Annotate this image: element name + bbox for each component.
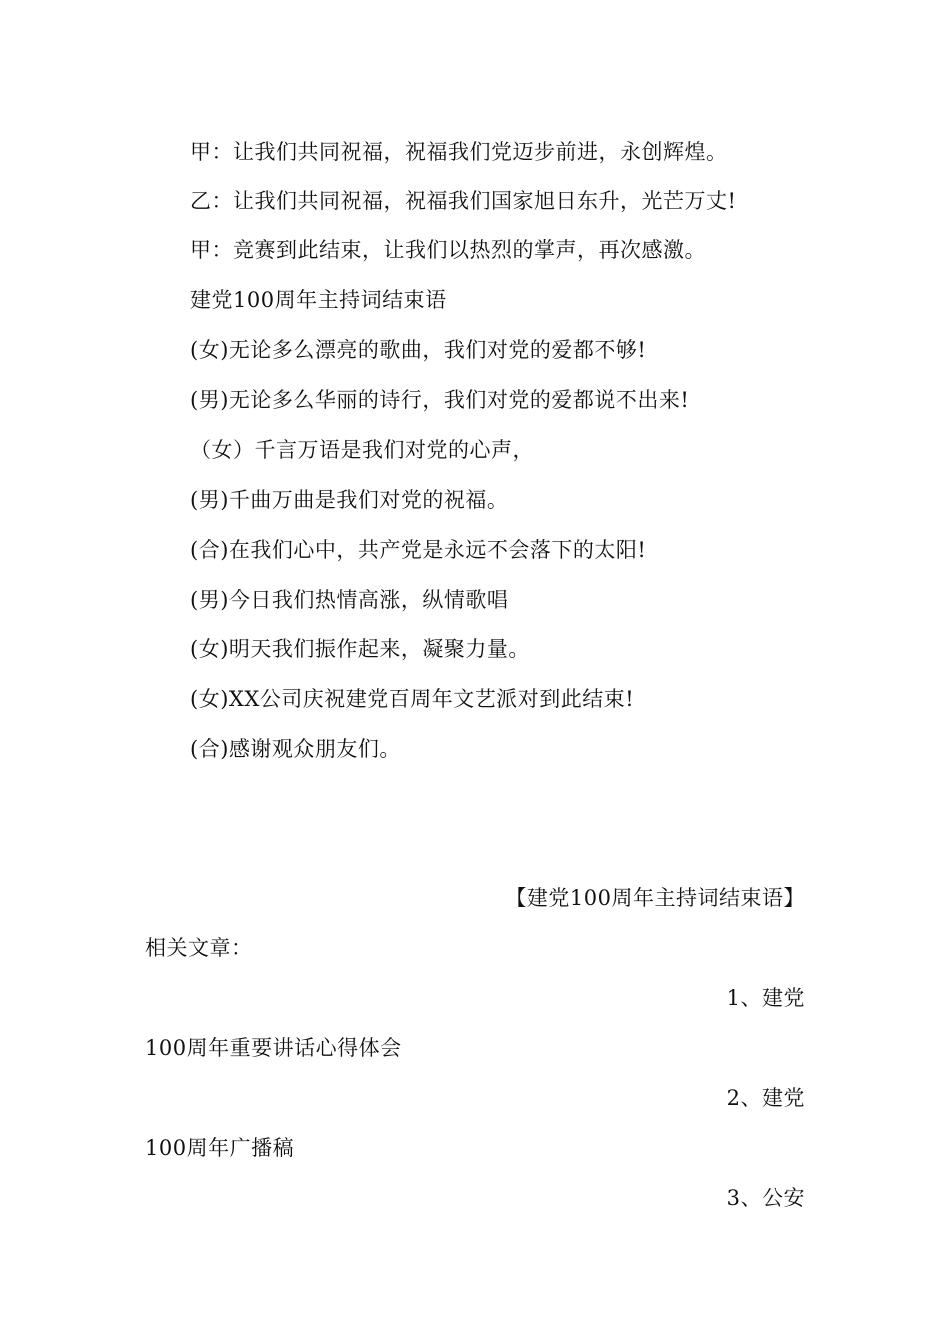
body-line: (女)明天我们振作起来，凝聚力量。	[190, 637, 530, 661]
body-line: (女)无论多么漂亮的歌曲，我们对党的爱都不够!	[190, 338, 647, 362]
article-title: 【建党100周年主持词结束语】	[505, 886, 805, 910]
related-link-text[interactable]: 100周年广播稿	[145, 1136, 295, 1160]
body-line: (女)XX公司庆祝建党百周年文艺派对到此结束!	[190, 687, 635, 711]
body-line: 甲：竞赛到此结束，让我们以热烈的掌声，再次感激。	[190, 238, 706, 262]
body-line: (男)今日我们热情高涨，纵情歌唱	[190, 588, 509, 612]
body-line: (男)无论多么华丽的诗行，我们对党的爱都说不出来!	[190, 388, 690, 412]
related-link-prefix[interactable]: 1、建党	[726, 986, 805, 1010]
body-line: 乙：让我们共同祝福，祝福我们国家旭日东升，光芒万丈!	[190, 189, 737, 213]
body-line: (合)感谢观众朋友们。	[190, 737, 401, 761]
related-link-prefix[interactable]: 2、建党	[726, 1086, 805, 1110]
related-articles-label: 相关文章：	[145, 936, 253, 960]
section-heading: 建党100周年主持词结束语	[190, 288, 447, 312]
body-line: （女）千言万语是我们对党的心声，	[190, 438, 534, 462]
body-line: (合)在我们心中，共产党是永远不会落下的太阳!	[190, 538, 647, 562]
body-line: 甲：让我们共同祝福，祝福我们党迈步前进，永创辉煌。	[190, 140, 728, 164]
body-line: (男)千曲万曲是我们对党的祝福。	[190, 488, 509, 512]
related-link-text[interactable]: 100周年重要讲话心得体会	[145, 1036, 402, 1060]
related-link-prefix[interactable]: 3、公安	[726, 1186, 805, 1210]
